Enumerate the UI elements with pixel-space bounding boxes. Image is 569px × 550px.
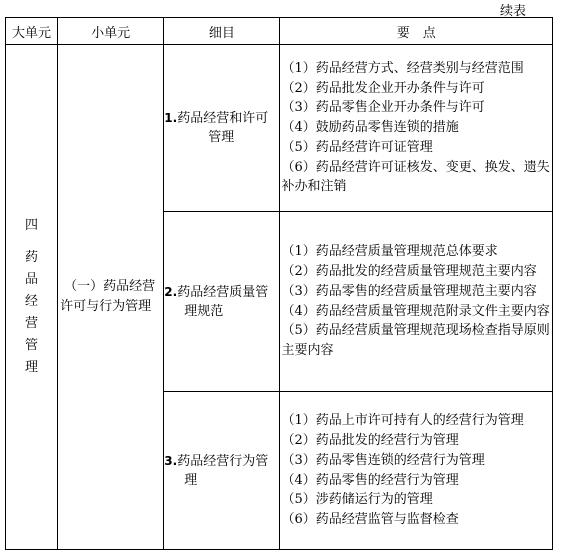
point-item: （1）药品经营质量管理规范总体要求	[281, 244, 498, 260]
big-unit-char: 理	[25, 360, 39, 375]
point-item: （2）药品批发的经营质量管理规范主要内容	[281, 263, 537, 279]
point-item: （2）药品批发企业开办条件与许可	[281, 80, 485, 96]
header-big-unit: 大单元	[6, 18, 58, 45]
item-title: 药品经营行为管	[177, 453, 269, 469]
header-item: 细目	[164, 18, 280, 45]
points-cell	[280, 392, 553, 550]
point-item: （3）药品零售连锁的经营行为管理	[281, 452, 485, 468]
point-item: （2）药品批发的经营行为管理	[281, 432, 459, 448]
header-points: 要 点	[280, 18, 553, 45]
big-unit-cell	[6, 45, 58, 550]
item-number: 3.	[164, 453, 178, 468]
big-unit-char: 管	[25, 338, 39, 353]
header-small-unit: 小单元	[58, 18, 164, 45]
point-item: （5）药品经营许可证管理	[281, 139, 433, 155]
point-item: （5）涉药储运行为的管理	[281, 492, 433, 508]
point-item: （4）鼓励药品零售连锁的措施	[281, 120, 459, 136]
item-title: 药品经营质量管	[177, 284, 269, 300]
points-cell	[280, 45, 553, 212]
item-cell	[164, 392, 280, 550]
syllabus-table	[5, 17, 553, 550]
continued-label: 续表	[500, 4, 527, 19]
big-unit-char: 四	[25, 218, 39, 233]
point-item: （1）药品经营方式、经营类别与经营范围	[281, 60, 524, 76]
table-row	[6, 45, 553, 212]
point-item: （6）药品经营监管与监督检查	[281, 512, 459, 528]
point-item: （6）药品经营许可证核发、变更、换发、遗失补办和注销	[281, 159, 550, 195]
item-title-cont: 理规范	[184, 303, 224, 319]
header-row	[6, 18, 553, 45]
big-unit-char: 营	[25, 316, 39, 331]
item-number: 2.	[164, 284, 178, 299]
small-unit-line: 许可与行为管理	[60, 299, 152, 314]
item-title-cont: 管理	[208, 130, 235, 145]
item-number: 1.	[164, 111, 178, 125]
small-unit-line: （一）药品经营	[64, 279, 156, 294]
point-item: （3）药品零售的经营质量管理规范主要内容	[281, 283, 537, 299]
point-item: （3）药品零售企业开办条件与许可	[281, 100, 485, 116]
big-unit-char: 药	[25, 250, 39, 265]
item-title-cont: 理	[184, 472, 198, 488]
big-unit-char: 品	[25, 272, 39, 287]
point-item: （4）药品经营质量管理规范附录文件主要内容	[281, 303, 550, 319]
item-cell	[164, 212, 280, 392]
point-item: （4）药品零售的经营行为管理	[281, 472, 459, 488]
point-item: （1）药品上市许可持有人的经营行为管理	[281, 413, 524, 429]
points-cell	[280, 212, 553, 392]
item-cell	[164, 45, 280, 212]
big-unit-char: 经	[25, 294, 39, 309]
point-item: （5）药品经营质量管理规范现场检查指导原则主要内容	[281, 323, 550, 359]
small-unit-cell	[58, 45, 164, 550]
item-title: 药品经营和许可	[177, 111, 269, 126]
